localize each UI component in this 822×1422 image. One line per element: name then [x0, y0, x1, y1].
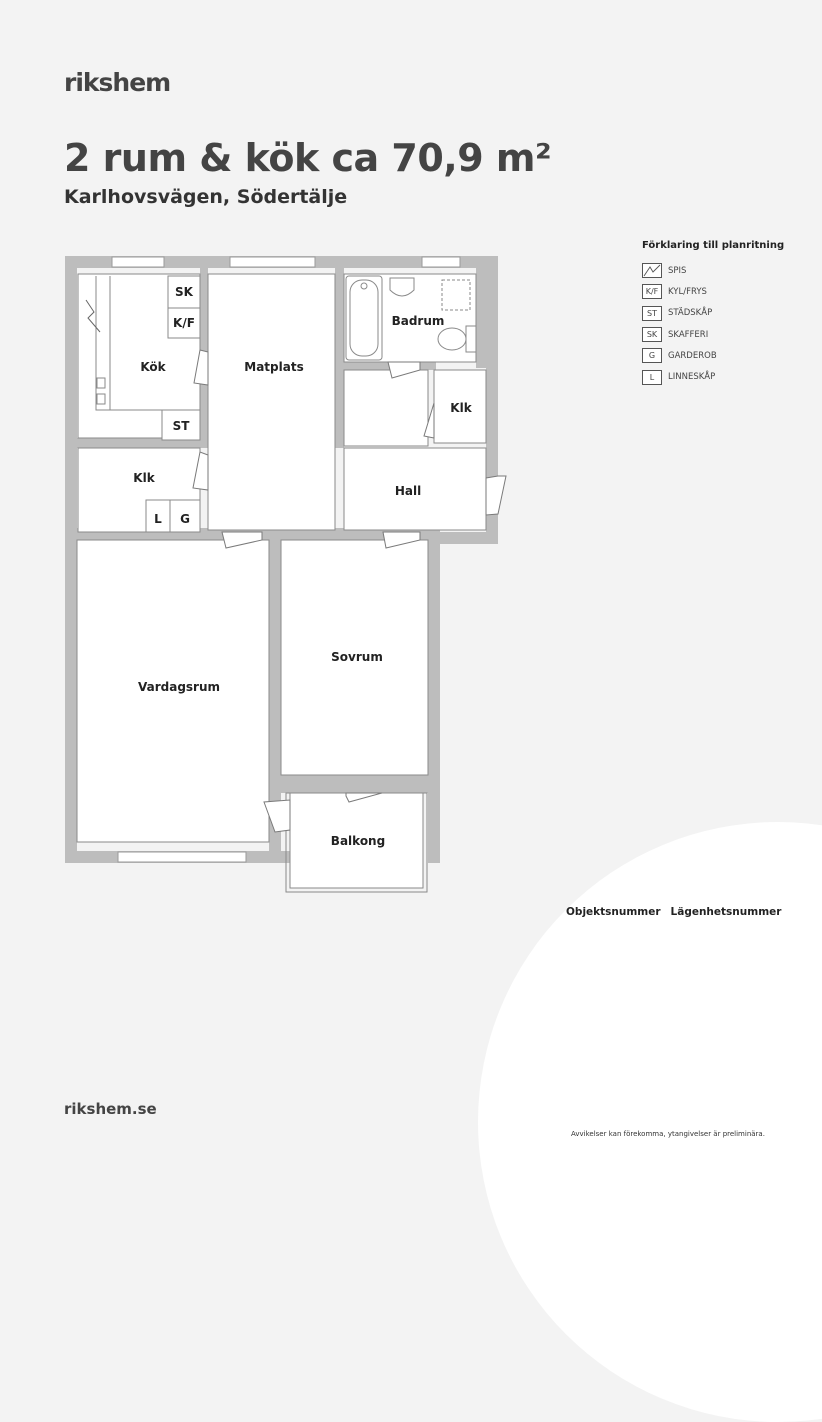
legend-title: Förklaring till planritning [642, 240, 785, 251]
objektsnummer-label: Objektsnummer [566, 906, 661, 918]
legend-label: SKAFFERI [668, 329, 709, 340]
website-link[interactable]: rikshem.se [64, 1100, 157, 1118]
legend-label: SPIS [668, 265, 687, 276]
room-label-matplats: Matplats [244, 360, 304, 374]
room-label-klk-left: Klk [133, 471, 155, 485]
room-label-balkong: Balkong [330, 834, 386, 848]
fixture-label-sk: SK [175, 285, 193, 299]
address: Karlhovsvägen, Södertälje [64, 186, 348, 208]
room-label-klk-bath: Klk [450, 401, 472, 415]
page-title: 2 rum & kök ca 70,9 m² [64, 136, 552, 180]
legend-key: ST [642, 306, 662, 321]
identifiers [566, 906, 791, 918]
legend-key: L [642, 370, 662, 385]
room-label-badrum: Badrum [391, 314, 445, 328]
legend-label: GARDEROB [668, 350, 717, 361]
lagenhetsnummer-label: Lägenhetsnummer [670, 906, 782, 918]
legend-key: K/F [642, 284, 662, 299]
fixture-label-l: L [154, 512, 162, 526]
legend-label: LINNESKÅP [668, 372, 716, 383]
legend-key: SK [642, 327, 662, 342]
fixture-label-kf: K/F [173, 316, 195, 330]
logo: rikshem [64, 68, 171, 97]
room-label-hall: Hall [394, 484, 422, 498]
room-label-sovrum: Sovrum [331, 650, 383, 664]
legend-label: STÄDSKÅP [668, 308, 713, 319]
disclaimer: Avvikelser kan förekomma, ytangivelser är preliminära. [571, 1130, 765, 1138]
legend-label: KYL/FRYS [668, 286, 707, 297]
fixture-label-st: ST [172, 419, 190, 433]
legend-key: G [642, 348, 662, 363]
room-label-kok: Kök [140, 360, 166, 374]
fixture-label-g: G [180, 512, 190, 526]
room-label-vardagsrum: Vardagsrum [137, 680, 221, 694]
